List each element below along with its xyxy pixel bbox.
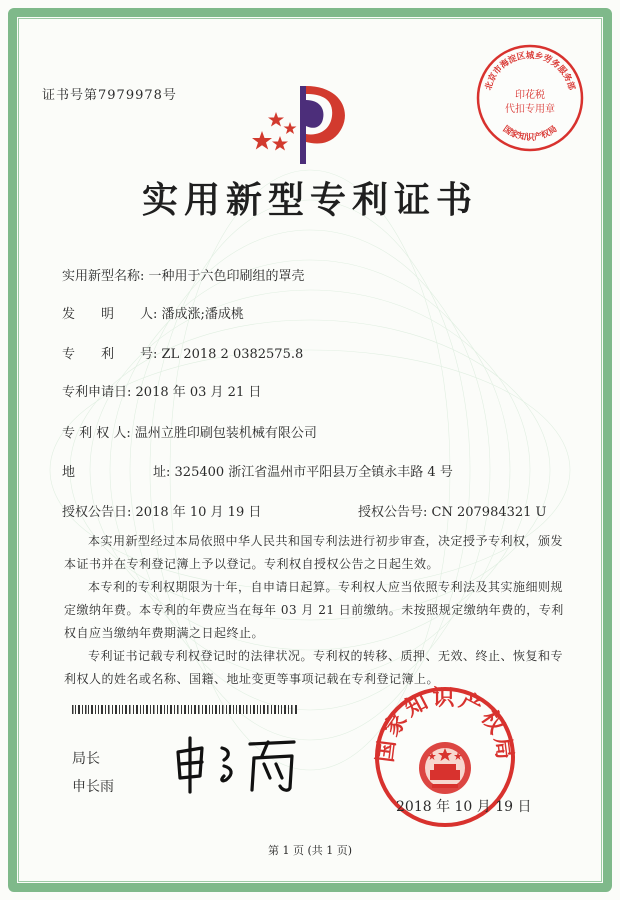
- director-name: 申长雨: [72, 779, 114, 795]
- grant-date-label: 授权公告日:: [62, 505, 132, 520]
- address-row: [62, 461, 453, 480]
- body-paragraph-1: 本实用新型经过本局依照中华人民共和国专利法进行初步审查，决定授予专利权，颁发本证书并在专利登记簿上予以登记。专利权自授权公告之日起生效。: [64, 534, 564, 571]
- certificate-body: [64, 530, 564, 691]
- patentee-value: 温州立胜印刷包装机械有限公司: [134, 426, 317, 441]
- body-paragraph-3: 专利证书记载专利权登记时的法律状况。专利权的转移、质押、无效、终止、恢复和专利权人的姓名或名称、国籍、地址变更等事项记载在专利登记簿上。: [64, 649, 564, 686]
- patent-office-logo: [250, 76, 360, 166]
- filing-date-value: 2018 年 03 月 21 日: [135, 385, 262, 400]
- address-label: 地 址:: [62, 465, 171, 480]
- barcode: [72, 705, 298, 714]
- patent-number-label: 专 利 号:: [62, 347, 158, 362]
- address-value: 325400 浙江省温州市平阳县万全镇永丰路 4 号: [174, 465, 453, 480]
- grant-number-value: CN 207984321 U: [431, 505, 547, 520]
- patentee-label: 专 利 权 人:: [62, 426, 131, 441]
- body-paragraph-2: 本专利的专利权期限为十年，自申请日起算。专利权人应当依照专利法及其实施细则规定缴纳年费。本专利的年费应当在每年 03 月 21 日前缴纳。未按照规定缴纳年费的，专利权自应当缴纳年费期满之日起终止。: [64, 580, 564, 640]
- page-footer: 第 1 页 (共 1 页): [267, 844, 353, 857]
- inventor-label: 发 明 人:: [62, 307, 158, 322]
- filing-date-row: [62, 381, 261, 400]
- certificate-title: 实用新型专利证书: [141, 179, 478, 221]
- certificate-number: 证书号第7979978号: [42, 88, 177, 103]
- tax-seal-line1: 印花税: [515, 90, 545, 101]
- grant-date-value: 2018 年 10 月 19 日: [135, 505, 262, 520]
- tax-seal-line2: 代扣专用章: [505, 104, 555, 115]
- patent-number-value: ZL 2018 2 0382575.8: [161, 347, 304, 362]
- name-label: 实用新型名称:: [62, 269, 145, 284]
- director-title: 局长: [72, 751, 100, 767]
- national-emblem-icon: [419, 742, 471, 794]
- patentee-row: [62, 422, 317, 441]
- inventor-row: [62, 303, 244, 322]
- patent-number-row: [62, 343, 303, 362]
- grant-number-row: [358, 501, 547, 520]
- filing-date-label: 专利申请日:: [62, 385, 132, 400]
- seal-arc-text: 国家知识产权局: [372, 686, 518, 764]
- inventor-value: 潘成涨;潘成桃: [161, 307, 244, 322]
- handwritten-signature: [172, 734, 312, 794]
- name-row: [62, 265, 305, 284]
- seal-date: 2018 年 10 月 19 日: [396, 799, 532, 815]
- grant-number-label: 授权公告号:: [358, 505, 428, 520]
- tax-stamp-seal: [474, 42, 586, 154]
- name-value: 一种用于六色印刷组的罩壳: [148, 269, 305, 284]
- tax-seal-arc-text: 北京市海淀区城乡劳务服务部: [483, 51, 577, 92]
- grant-date-row: [62, 501, 261, 520]
- tax-seal-bottom-text: 国家知识产权局: [500, 124, 560, 143]
